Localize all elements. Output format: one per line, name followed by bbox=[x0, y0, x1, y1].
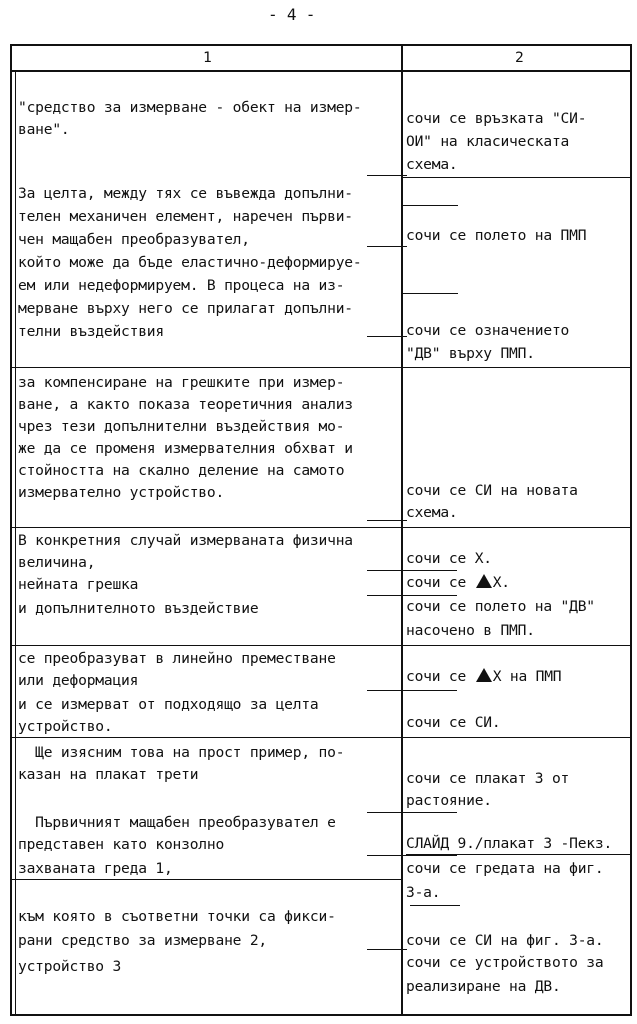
col2-line: ОИ" на класическата bbox=[406, 133, 570, 150]
col1-line: и се измерват от подходящо за целта bbox=[18, 696, 319, 713]
col1-line: чрез тези допълнителни въздействия мо- bbox=[18, 418, 345, 435]
col2-line: сочи се означението bbox=[406, 322, 570, 339]
table-top-border bbox=[10, 44, 632, 46]
col1-line: нейната грешка bbox=[18, 576, 139, 593]
col1-line: мерване върху него се прилагат допълни- bbox=[18, 300, 353, 317]
col1-line: телен механичен елемент, наречен първи- bbox=[18, 208, 353, 225]
pointer-line bbox=[367, 812, 457, 813]
col2-line: схема. bbox=[406, 156, 458, 173]
col1-line: величина, bbox=[18, 554, 96, 571]
pointer-line bbox=[367, 520, 407, 521]
col1-line: и допълнителното въздействие bbox=[18, 600, 259, 617]
table-bottom-border bbox=[10, 1014, 632, 1016]
table-inner-left-border bbox=[15, 70, 16, 1016]
col1-line: се преобразуват в линейно преместване bbox=[18, 650, 336, 667]
col2-line: сочи се полето на ПМП bbox=[406, 227, 587, 244]
pointer-line bbox=[367, 336, 407, 337]
col2-line: растояние. bbox=[406, 792, 492, 809]
row-separator bbox=[12, 527, 630, 528]
col1-line: "средство за измерване - обект на измер- bbox=[18, 99, 362, 116]
col1-line: или деформация bbox=[18, 672, 139, 689]
col2-line: 3-а. bbox=[406, 884, 441, 901]
delta-triangle-icon bbox=[476, 574, 492, 588]
pointer-line bbox=[367, 949, 407, 950]
col2-line: реализиране на ДВ. bbox=[406, 978, 561, 995]
col1-line: устройство. bbox=[18, 718, 113, 735]
col1-line: устройство 3 bbox=[18, 958, 122, 975]
col1-line: Първичният мащабен преобразувател е bbox=[18, 814, 336, 831]
col2-line: схема. bbox=[406, 504, 458, 521]
col2-line: сочи се СИ. bbox=[406, 714, 501, 731]
row-separator bbox=[402, 177, 630, 178]
delta-triangle-icon bbox=[476, 668, 492, 682]
col1-line: чен мащабен преобразувател, bbox=[18, 231, 250, 248]
table-right-border bbox=[630, 44, 632, 1016]
col1-line: към която в съответни точки са фикси- bbox=[18, 908, 336, 925]
column-header-2: 2 bbox=[515, 49, 524, 66]
col1-line: Ще изясним това на прост пример, по- bbox=[18, 744, 345, 761]
col2-line: сочи се полето на "ДВ" bbox=[406, 598, 595, 615]
col1-line: стойността на скално деление на самото bbox=[18, 462, 345, 479]
col1-line: же да се променя измервателния обхват и bbox=[18, 440, 353, 457]
pointer-line bbox=[367, 570, 457, 571]
col1-line: захваната греда 1, bbox=[18, 860, 173, 877]
pointer-line bbox=[367, 855, 457, 856]
col1-line: който може да бъде еластично-деформируе- bbox=[18, 254, 362, 271]
col2-line: сочи се връзката "СИ- bbox=[406, 110, 587, 127]
col1-line: представен като конзолно bbox=[18, 836, 225, 853]
col2-line: "ДВ" върху ПМП. bbox=[406, 345, 535, 362]
table-left-border bbox=[10, 44, 12, 1016]
col2-line: сочи се Х. bbox=[406, 550, 492, 567]
row-separator bbox=[12, 645, 630, 646]
column-header-1: 1 bbox=[203, 49, 212, 66]
col1-line: За целта, между тях се въвежда допълни- bbox=[18, 185, 353, 202]
pointer-line bbox=[402, 293, 458, 294]
column-divider bbox=[401, 44, 403, 1016]
col2-line: сочи се устройството за bbox=[406, 954, 604, 971]
col1-line: В конкретния случай измерваната физична bbox=[18, 532, 353, 549]
pointer-line bbox=[410, 905, 460, 906]
col1-line: ване". bbox=[18, 121, 70, 138]
col1-line: ем или недеформируем. В процеса на из- bbox=[18, 277, 345, 294]
col1-line: измервателно устройство. bbox=[18, 484, 225, 501]
col2-line: сочи се Х на ПМП bbox=[406, 668, 562, 685]
col2-line: сочи се СИ на фиг. 3-а. bbox=[406, 932, 604, 949]
col2-line: насочено в ПМП. bbox=[406, 622, 535, 639]
col2-slide-line: СЛАЙД 9./плакат 3 -Пекз. bbox=[406, 834, 630, 855]
pointer-line bbox=[367, 246, 407, 247]
row-separator bbox=[12, 367, 630, 368]
col2-line: сочи се Х. bbox=[406, 574, 510, 591]
pointer-line bbox=[402, 205, 458, 206]
col1-line: за компенсиране на грешките при измер- bbox=[18, 374, 345, 391]
header-bottom-border bbox=[10, 70, 632, 72]
col1-line: рани средство за измерване 2, bbox=[18, 932, 267, 949]
col1-line: казан на плакат трети bbox=[18, 766, 199, 783]
col1-line: телни въздействия bbox=[18, 323, 164, 340]
pointer-line bbox=[367, 175, 407, 176]
col2-line: сочи се СИ на новата bbox=[406, 482, 578, 499]
page-number: - 4 - bbox=[268, 5, 316, 24]
pointer-line bbox=[367, 690, 457, 691]
col1-line: ване, а както показа теоретичния анализ bbox=[18, 396, 353, 413]
col2-line: сочи се плакат 3 от bbox=[406, 770, 570, 787]
col2-line: сочи се гредата на фиг. bbox=[406, 860, 604, 877]
